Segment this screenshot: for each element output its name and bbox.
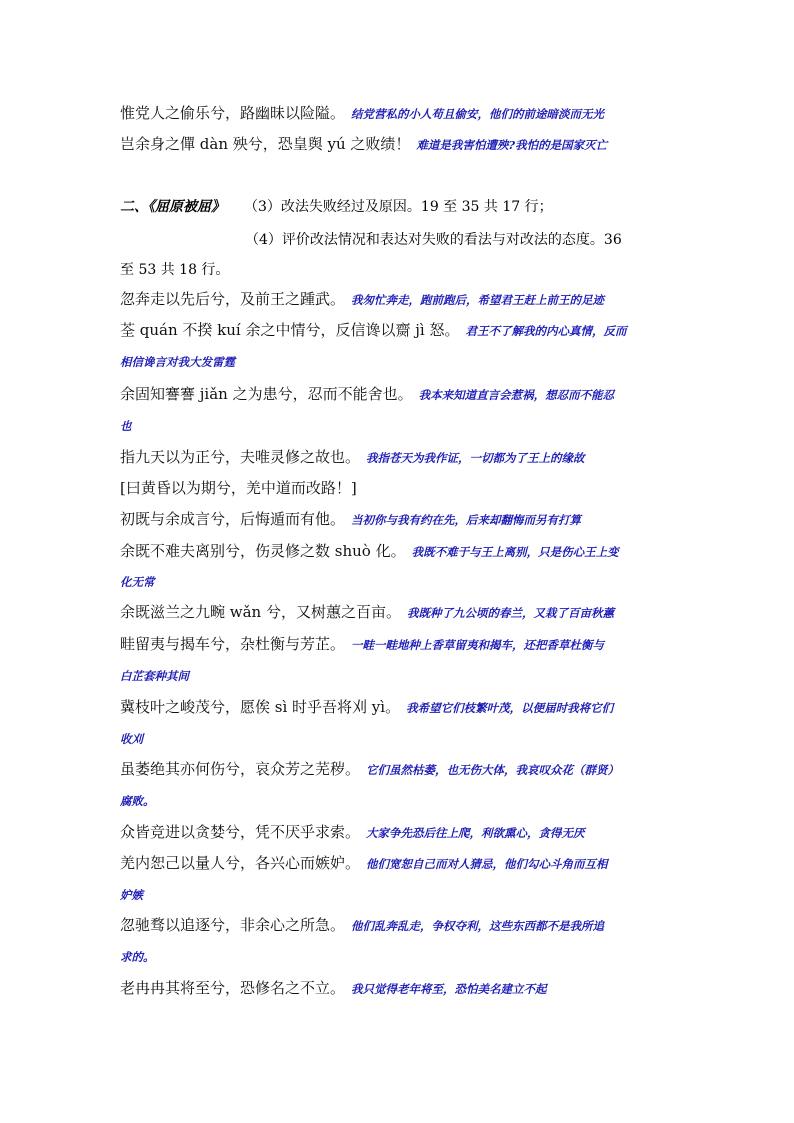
- verse-line: [120, 697, 680, 718]
- section-item-3: （3）改法失败经过及原因。19 至 35 共 17 行；: [251, 199, 553, 215]
- verse-annotation: 它们虽然枯萎，也无伤大体，我哀叹众花（群贤）: [366, 763, 620, 777]
- verse-text: 岂余身之僤 dàn 殃兮，恐皇舆 yú 之败绩！: [120, 135, 411, 153]
- verse-line: [120, 384, 680, 405]
- verse-annotation-continued: [120, 665, 680, 686]
- verse-line: [120, 759, 680, 780]
- verse-annotation-continued: [120, 790, 680, 811]
- verse-annotation: 我匆忙奔走，跑前跑后，希望君王赶上前王的足迹: [351, 293, 605, 307]
- verse-line: [120, 978, 680, 999]
- verse-line: [120, 822, 680, 843]
- verse-annotation-continued: [120, 946, 680, 967]
- verse-text: 忽驰骛以追逐兮，非余心之所急。: [120, 916, 346, 934]
- verse-annotation-continued: [120, 884, 680, 905]
- section-heading: [120, 197, 680, 217]
- verse-annotation: 我本来知道直言会惹祸，想忍而不能忍: [418, 388, 615, 402]
- verse-line: [120, 134, 680, 155]
- verse-text: [曰黄昏以为期兮，羌中道而改路！]: [120, 479, 357, 497]
- verse-annotation: 结党营私的小人苟且偷安，他们的前途暗淡而无光: [351, 107, 605, 121]
- verse-text: 冀枝叶之峻茂兮，愿俟 sì 时乎吾将刈 yì。: [120, 698, 401, 716]
- verse-text: 指九天以为正兮，夫唯灵修之故也。: [120, 448, 361, 466]
- annotation-continuation: 也: [120, 419, 132, 433]
- verse-annotation: 大家争先恐后往上爬，利欲熏心，贪得无厌: [366, 826, 585, 840]
- verse-text: 忽奔走以先后兮，及前王之踵武。: [120, 290, 346, 308]
- verse-annotation: 当初你与我有约在先，后来却翻悔而另有打算: [351, 513, 582, 527]
- section-item-4: （4）评价改法情况和表达对失败的看法与对改法的态度。36: [245, 232, 622, 248]
- verse-annotation: 君王不了解我的内心真情，反而: [465, 324, 627, 338]
- verse-text: 初既与余成言兮，后悔遁而有他。: [120, 510, 346, 528]
- verse-text: 惟党人之偷乐兮，路幽昧以险隘。: [120, 104, 346, 122]
- verse-line: [120, 915, 680, 936]
- verse-annotation: 我只觉得老年将至，恐怕美名建立不起: [351, 982, 547, 996]
- annotation-continuation: 腐败。: [120, 794, 155, 808]
- section-item-4-continued: 至 53 共 18 行。: [120, 262, 230, 278]
- verse-line: [120, 103, 680, 124]
- verse-annotation-continued: [120, 351, 680, 372]
- verse-line: [120, 447, 680, 468]
- verse-annotation: 难道是我害怕遭殃?我怕的是国家灭亡: [416, 138, 608, 152]
- verse-annotation: 我既种了九公顷的春兰，又栽了百亩秋蕙: [406, 606, 614, 620]
- verse-line: [120, 478, 680, 498]
- verse-text: 余既滋兰之九畹 wǎn 兮，又树蕙之百亩。: [120, 603, 401, 621]
- verse-annotation: 我希望它们枝繁叶茂，以便届时我将它们: [406, 701, 614, 715]
- verse-line: [120, 634, 680, 655]
- verse-line: [120, 509, 680, 530]
- verse-text: 虽萎绝其亦何伤兮，哀众芳之芜秽。: [120, 760, 361, 778]
- verse-annotation-continued: [120, 415, 680, 436]
- verse-line: [120, 853, 680, 874]
- verse-text: 众皆竞进以贪婪兮，凭不厌乎求索。: [120, 823, 361, 841]
- annotation-continuation: 白芷套种其间: [120, 669, 189, 683]
- verse-text: 畦留夷与揭车兮，杂杜衡与芳芷。: [120, 635, 346, 653]
- annotation-continuation: 收刈: [120, 732, 143, 746]
- section-title: 二、《屈原被屈》: [120, 199, 225, 215]
- verse-annotation: 他们宽恕自己而对人猜忌，他们勾心斗角而互相: [366, 857, 608, 871]
- verse-line: [120, 320, 680, 341]
- verse-text: 老冉冉其将至兮，恐修名之不立。: [120, 979, 346, 997]
- verse-text: 余既不难夫离别兮，伤灵修之数 shuò 化。: [120, 542, 406, 560]
- verse-annotation-continued: [120, 728, 680, 749]
- annotation-continuation: 妒嫉: [120, 888, 143, 902]
- verse-annotation: 一畦一畦地种上香草留夷和揭车，还把香草杜衡与: [351, 638, 605, 652]
- annotation-continuation: 化无常: [120, 575, 155, 589]
- verse-line: [120, 541, 680, 562]
- verse-line: [120, 602, 680, 623]
- verse-text: 荃 quán 不揆 kuí 余之中情兮，反信谗以齌 jì 怒。: [120, 321, 460, 339]
- verse-annotation-continued: [120, 571, 680, 592]
- verse-annotation: 我既不难于与王上离别，只是伤心王上变: [411, 545, 619, 559]
- verse-text: 余固知謇謇 jiǎn 之为患兮，忍而不能舍也。: [120, 385, 413, 403]
- verse-text: 羌内恕己以量人兮，各兴心而嫉妒。: [120, 854, 361, 872]
- annotation-continuation: 相信谗言对我大发雷霆: [120, 355, 235, 369]
- annotation-continuation: 求的。: [120, 950, 155, 964]
- verse-line: [120, 289, 680, 310]
- verse-annotation: 我指苍天为我作证，一切都为了王上的缘故: [366, 451, 585, 465]
- verse-annotation: 他们乱奔乱走，争权夺利，这些东西都不是我所追: [351, 919, 605, 933]
